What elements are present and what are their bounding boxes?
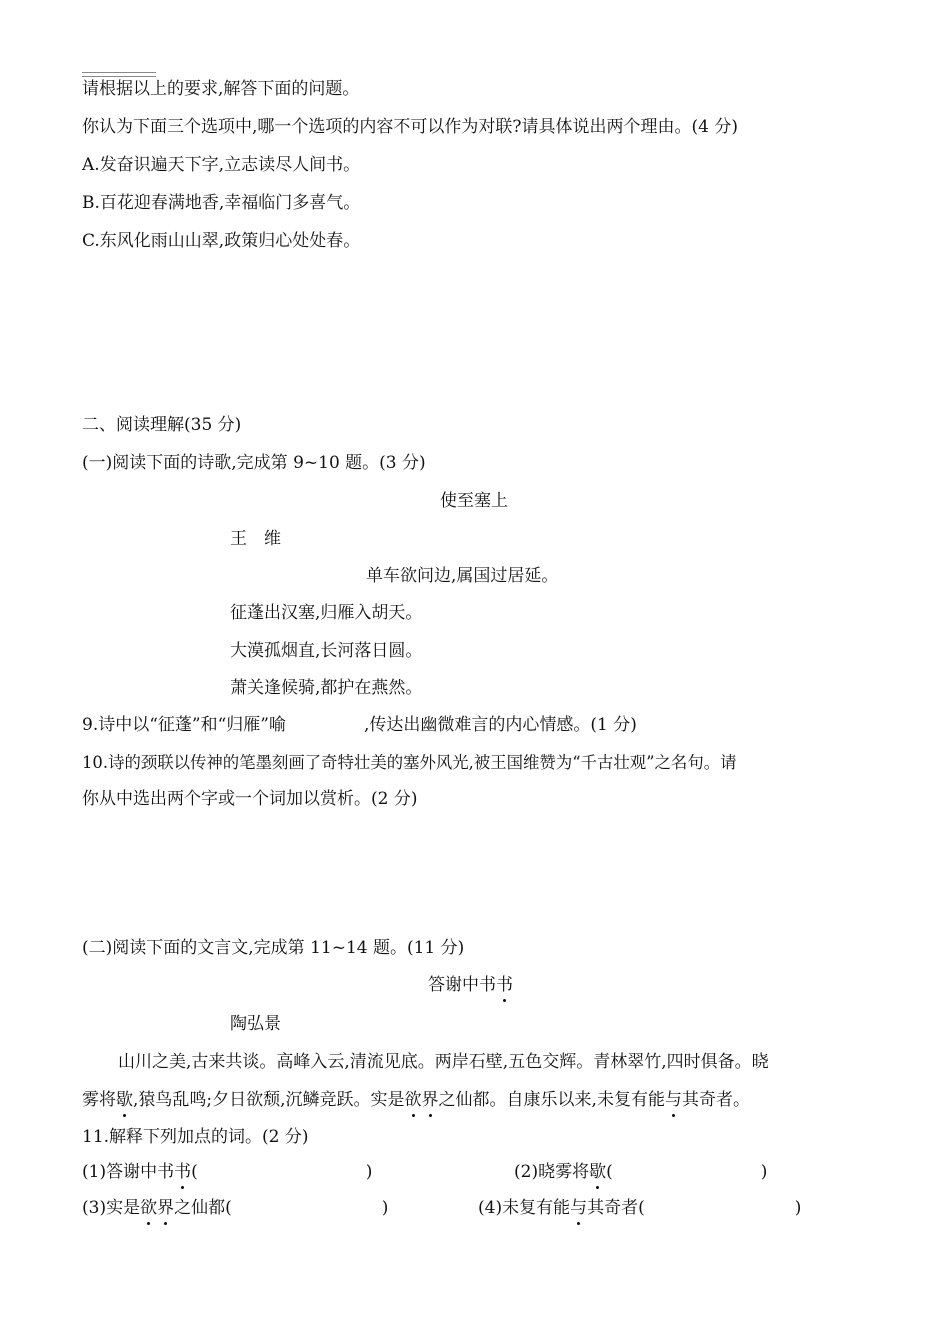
question-text: 你认为下面三个选项中,哪一个选项的内容不可以作为对联?请具体说出两个理由。(4 分) — [82, 117, 739, 137]
question-9 — [82, 713, 637, 737]
item-3-pre: (3)实是 — [82, 1198, 141, 1218]
dotted-char: 歇 — [589, 1162, 607, 1182]
section-heading: 二、阅读理解(35 分) — [82, 415, 242, 435]
prose-author: 陶弘景 — [230, 1014, 281, 1034]
item-2-close: ) — [760, 1162, 768, 1182]
option-a: A.发奋识遍天下字,立志读尽人间书。 — [82, 155, 361, 175]
question-10-line-2: 你从中选出两个字或一个词加以赏析。(2 分) — [82, 789, 418, 809]
dotted-char: 欲 — [140, 1198, 158, 1218]
poem-title: 使至塞上 — [440, 491, 508, 511]
item-3-open: 之仙都( — [174, 1198, 232, 1218]
prose-title-text: 答谢中书 — [428, 975, 496, 995]
item-1 — [82, 1160, 372, 1184]
item-1-open: ( — [191, 1162, 198, 1182]
poem-line-4: 萧关逢候骑,都护在燕然。 — [230, 678, 423, 698]
dotted-char: 与 — [664, 1090, 682, 1110]
dotted-char: 书 — [174, 1162, 192, 1182]
prose-text: ,猿鸟乱鸣;夕日欲颓,沉鳞竞跃。实是 — [133, 1090, 405, 1110]
item-4 — [478, 1196, 801, 1220]
question-9-part-b: ,传达出幽微难言的内心情感。(1 分) — [363, 715, 637, 735]
dotted-char: 书 — [496, 975, 513, 995]
prose-paragraph-line-2 — [82, 1088, 750, 1112]
poem-line-2: 征蓬出汉塞,归雁入胡天。 — [230, 603, 423, 623]
option-b: B.百花迎春满地香,幸福临门多喜气。 — [82, 193, 361, 213]
dotted-char: 与 — [570, 1198, 588, 1218]
instruction-text: 请根据以上的要求,解答下面的问题。 — [82, 79, 360, 99]
question-10-line-1: 10.诗的颈联以传神的笔墨刻画了奇特壮美的塞外风光,被王国维赞为“千古壮观”之名句。请 — [82, 753, 737, 772]
item-3 — [82, 1196, 388, 1220]
item-2-open: ( — [606, 1162, 613, 1182]
prose-title — [428, 973, 513, 997]
item-4-close: ) — [794, 1198, 802, 1218]
prose-intro: (二)阅读下面的文言文,完成第 11~14 题。(11 分) — [82, 938, 465, 958]
poem-intro: (一)阅读下面的诗歌,完成第 9~10 题。(3 分) — [82, 453, 426, 473]
item-1-close: ) — [365, 1162, 373, 1182]
question-11: 11.解释下列加点的词。(2 分) — [82, 1127, 309, 1147]
item-2-pre: (2)晓雾将 — [514, 1162, 590, 1182]
prose-paragraph-line-1: 山川之美,古来共谈。高峰入云,清流见底。两岸石壁,五色交辉。青林翠竹,四时俱备。晓 — [118, 1052, 769, 1072]
dotted-char: 欲 — [404, 1090, 422, 1110]
dotted-char: 歇 — [116, 1090, 133, 1110]
item-2 — [514, 1160, 767, 1184]
poem-line-3: 大漠孤烟直,长河落日圆。 — [230, 641, 423, 661]
item-3-close: ) — [381, 1198, 389, 1218]
prose-text: 其奇者。 — [681, 1090, 750, 1110]
poem-line-1: 单车欲问边,属国过居延。 — [366, 566, 559, 586]
option-c: C.东风化雨山山翠,政策归心处处春。 — [82, 231, 361, 251]
dotted-char: 界 — [157, 1198, 175, 1218]
item-4-open: 其奇者( — [587, 1198, 645, 1218]
item-1-pre: (1)答谢中书 — [82, 1162, 175, 1182]
dotted-char: 界 — [421, 1090, 439, 1110]
prose-text: 雾将 — [82, 1090, 116, 1110]
item-4-pre: (4)未复有能 — [478, 1198, 571, 1218]
prose-text: 之仙都。自康乐以来,未复有能 — [438, 1090, 665, 1110]
poem-author: 王 维 — [230, 529, 281, 549]
question-9-part-a: 9.诗中以“征蓬”和“归雁”喻 — [82, 715, 286, 735]
